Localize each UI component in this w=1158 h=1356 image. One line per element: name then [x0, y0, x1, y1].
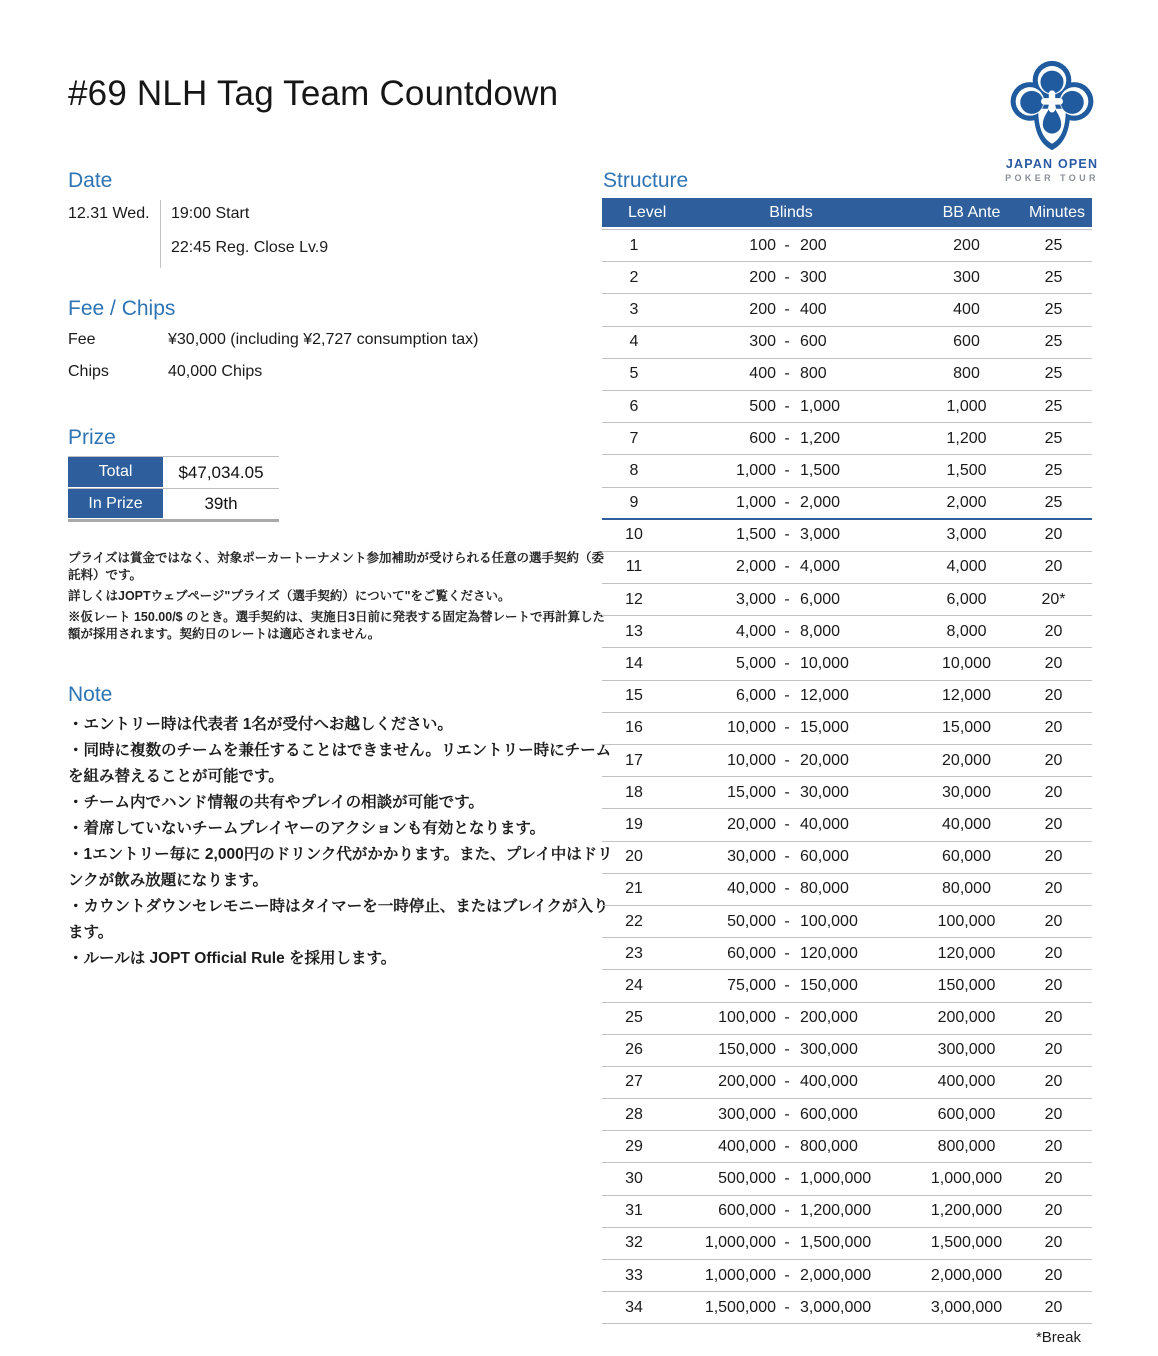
prize-total-row	[68, 457, 279, 488]
small-blind-cell: 300	[749, 333, 776, 351]
bb-ante-cell: 3,000,000	[930, 1298, 1003, 1316]
level-cell: 31	[625, 1202, 643, 1220]
minutes-cell: 25	[1044, 268, 1063, 286]
bb-ante-cell: 1,500,000	[930, 1234, 1003, 1252]
bb-ante-cell: 200	[953, 236, 980, 254]
blinds-dash: -	[784, 365, 790, 383]
minutes-cell: 20	[1044, 1170, 1063, 1188]
big-blind-cell: 3,000,000	[800, 1298, 872, 1316]
table-row	[602, 1292, 1092, 1324]
minutes-cell: 20	[1044, 751, 1063, 769]
level-cell: 19	[625, 815, 643, 833]
minutes-cell: 25	[1044, 236, 1063, 254]
chips-value: 40,000 Chips	[168, 363, 263, 380]
minutes-cell: 25	[1044, 397, 1063, 415]
table-row	[602, 906, 1092, 938]
disclaimer-paragraph: 詳しくはJOPTウェブページ"プライズ（選手契約）について"をご覧ください。	[68, 589, 511, 603]
small-blind-cell: 600,000	[718, 1202, 776, 1220]
logo-text-japan-open: JAPAN OPEN	[1005, 157, 1099, 171]
small-blind-cell: 1,500,000	[704, 1298, 776, 1316]
table-row	[602, 970, 1092, 1002]
bb-ante-cell: 800	[953, 365, 980, 383]
bb-ante-cell: 1,500	[946, 461, 987, 479]
big-blind-cell: 10,000	[800, 655, 849, 673]
big-blind-cell: 120,000	[800, 944, 858, 962]
minutes-cell: 20*	[1041, 590, 1066, 608]
bb-ante-cell: 60,000	[942, 848, 991, 866]
level-cell: 30	[625, 1170, 643, 1188]
table-row	[602, 777, 1092, 809]
bb-ante-cell: 2,000	[946, 493, 987, 511]
small-blind-cell: 300,000	[718, 1105, 776, 1123]
big-blind-cell: 30,000	[800, 783, 849, 801]
small-blind-cell: 10,000	[727, 719, 776, 737]
fee-label: Fee	[68, 331, 96, 348]
bb-ante-cell: 8,000	[946, 622, 987, 640]
table-row	[602, 1228, 1092, 1260]
logo-text-poker-tour: POKER TOUR	[1005, 173, 1099, 183]
small-blind-cell: 500	[749, 397, 776, 415]
big-blind-cell: 20,000	[800, 751, 849, 769]
table-row	[602, 1003, 1092, 1035]
structure-table	[602, 198, 1092, 1324]
level-cell: 12	[625, 590, 643, 608]
note-item: ・カウントダウンセレモニー時はタイマーを一時停止、またはブレイクが入ります。	[68, 898, 609, 941]
blinds-dash: -	[784, 655, 790, 673]
fee-value: ¥30,000 (including ¥2,727 consumption tax)	[168, 331, 479, 348]
level-cell: 29	[625, 1137, 643, 1155]
big-blind-cell: 60,000	[800, 848, 849, 866]
bb-ante-cell: 30,000	[942, 783, 991, 801]
bb-ante-cell: 3,000	[946, 526, 987, 544]
level-cell: 18	[625, 783, 643, 801]
prize-section-heading: Prize	[68, 426, 116, 449]
big-blind-cell: 2,000,000	[800, 1266, 872, 1284]
big-blind-cell: 1,200	[800, 429, 841, 447]
big-blind-cell: 150,000	[800, 976, 858, 994]
table-row	[602, 327, 1092, 359]
small-blind-cell: 150,000	[718, 1041, 776, 1059]
table-row	[602, 1131, 1092, 1163]
big-blind-cell: 800	[800, 365, 827, 383]
level-cell: 2	[629, 268, 639, 286]
blinds-dash: -	[784, 236, 790, 254]
level-cell: 21	[625, 880, 643, 898]
minutes-cell: 20	[1044, 944, 1063, 962]
blinds-dash: -	[784, 1266, 790, 1284]
minutes-cell: 25	[1044, 429, 1063, 447]
bb-ante-cell: 10,000	[942, 655, 991, 673]
bb-ante-cell: 1,000,000	[930, 1170, 1003, 1188]
blinds-dash: -	[784, 1202, 790, 1220]
big-blind-cell: 200	[800, 236, 827, 254]
bb-ante-cell: 20,000	[942, 751, 991, 769]
table-row	[602, 1196, 1092, 1228]
minutes-cell: 20	[1044, 558, 1063, 576]
note-item: ・ルールは JOPT Official Rule を採用します。	[68, 950, 397, 967]
schedule-times	[160, 200, 328, 268]
table-row	[602, 1067, 1092, 1099]
level-cell: 22	[625, 912, 643, 930]
table-row	[602, 520, 1092, 552]
break-footnote: *Break	[1035, 1329, 1081, 1346]
bb-ante-cell: 150,000	[937, 976, 996, 994]
level-cell: 5	[629, 365, 639, 383]
blinds-dash: -	[784, 1170, 790, 1188]
blinds-dash: -	[784, 1234, 790, 1252]
big-blind-cell: 8,000	[800, 622, 841, 640]
level-cell: 32	[625, 1234, 643, 1252]
minutes-cell: 20	[1044, 622, 1063, 640]
big-blind-cell: 300	[800, 268, 827, 286]
table-row	[602, 874, 1092, 906]
blinds-dash: -	[784, 1105, 790, 1123]
small-blind-cell: 1,000,000	[704, 1266, 776, 1284]
disclaimer-paragraph: プライズは賞金ではなく、対象ポーカートーナメント参加補助が受けられる任意の選手契約（委託料）です。	[68, 551, 605, 582]
minutes-cell: 20	[1044, 719, 1063, 737]
column-header-level: Level	[628, 204, 667, 221]
blinds-dash: -	[784, 687, 790, 705]
table-row	[602, 1260, 1092, 1292]
minutes-cell: 20	[1044, 655, 1063, 673]
blinds-dash: -	[784, 783, 790, 801]
table-row	[602, 938, 1092, 970]
minutes-cell: 20	[1044, 526, 1063, 544]
big-blind-cell: 15,000	[800, 719, 849, 737]
big-blind-cell: 1,000,000	[800, 1170, 872, 1188]
blinds-dash: -	[784, 976, 790, 994]
table-row	[602, 745, 1092, 777]
table-row	[602, 1163, 1092, 1195]
small-blind-cell: 4,000	[735, 622, 776, 640]
level-cell: 33	[625, 1266, 643, 1284]
blinds-dash: -	[784, 333, 790, 351]
small-blind-cell: 6,000	[735, 687, 776, 705]
table-row	[602, 1035, 1092, 1067]
minutes-cell: 20	[1044, 1041, 1063, 1059]
jopt-logo	[1000, 58, 1104, 183]
level-cell: 1	[629, 236, 639, 254]
note-item: ・1エントリー毎に 2,000円のドリンク代がかかります。また、プレイ中はドリンクが飲み放題になります。	[68, 846, 613, 889]
minutes-cell: 25	[1044, 300, 1063, 318]
big-blind-cell: 1,500	[800, 461, 841, 479]
bb-ante-cell: 800,000	[937, 1137, 996, 1155]
level-cell: 10	[625, 526, 643, 544]
date-value: 12.31 Wed.	[68, 205, 150, 222]
blinds-dash: -	[784, 461, 790, 479]
small-blind-cell: 200	[749, 268, 776, 286]
bb-ante-cell: 400	[953, 300, 980, 318]
small-blind-cell: 1,000	[735, 493, 776, 511]
small-blind-cell: 40,000	[727, 880, 776, 898]
small-blind-cell: 3,000	[735, 590, 776, 608]
small-blind-cell: 15,000	[727, 783, 776, 801]
bb-ante-cell: 600,000	[937, 1105, 996, 1123]
big-blind-cell: 300,000	[800, 1041, 858, 1059]
club-clover-icon	[1000, 58, 1104, 154]
bb-ante-cell: 1,000	[946, 397, 987, 415]
minutes-cell: 25	[1044, 365, 1063, 383]
big-blind-cell: 400	[800, 300, 827, 318]
start-time: 19:00 Start	[171, 205, 250, 222]
prize-inprize-value: 39th	[204, 494, 238, 513]
note-list	[68, 712, 616, 972]
level-cell: 13	[625, 622, 643, 640]
small-blind-cell: 2,000	[735, 558, 776, 576]
level-cell: 4	[629, 333, 639, 351]
reg-close-time: 22:45 Reg. Close Lv.9	[171, 239, 329, 256]
fee-row	[68, 331, 478, 349]
blinds-dash: -	[784, 622, 790, 640]
fee-chips-block	[68, 331, 478, 395]
small-blind-cell: 1,000,000	[704, 1234, 776, 1252]
minutes-cell: 20	[1044, 1137, 1063, 1155]
bb-ante-cell: 300,000	[937, 1041, 996, 1059]
small-blind-cell: 5,000	[735, 655, 776, 673]
prize-total-value: $47,034.05	[178, 462, 264, 482]
table-row	[602, 648, 1092, 680]
bb-ante-cell: 80,000	[942, 880, 991, 898]
minutes-cell: 20	[1044, 1298, 1063, 1316]
small-blind-cell: 100,000	[718, 1009, 776, 1027]
level-cell: 26	[625, 1041, 643, 1059]
blinds-dash: -	[784, 429, 790, 447]
column-header-bb-ante: BB Ante	[942, 204, 1001, 221]
bb-ante-cell: 1,200,000	[930, 1202, 1003, 1220]
date-section-heading: Date	[68, 169, 113, 192]
bb-ante-cell: 1,200	[946, 429, 987, 447]
bb-ante-cell: 6,000	[946, 590, 987, 608]
big-blind-cell: 3,000	[800, 526, 841, 544]
minutes-cell: 20	[1044, 912, 1063, 930]
bb-ante-cell: 12,000	[942, 687, 991, 705]
table-row	[602, 262, 1092, 294]
table-row	[602, 391, 1092, 423]
minutes-cell: 25	[1044, 493, 1063, 511]
level-cell: 23	[625, 944, 643, 962]
big-blind-cell: 2,000	[800, 493, 841, 511]
blinds-dash: -	[784, 944, 790, 962]
small-blind-cell: 500,000	[718, 1170, 776, 1188]
blinds-dash: -	[784, 526, 790, 544]
big-blind-cell: 40,000	[800, 815, 849, 833]
prize-inprize-row	[68, 488, 279, 519]
bb-ante-cell: 400,000	[937, 1073, 996, 1091]
small-blind-cell: 400,000	[718, 1137, 776, 1155]
bb-ante-cell: 15,000	[942, 719, 991, 737]
prize-inprize-label: In Prize	[68, 489, 163, 519]
page-title: #69 NLH Tag Team Countdown	[68, 74, 559, 113]
blinds-dash: -	[784, 880, 790, 898]
small-blind-cell: 100	[749, 236, 776, 254]
note-item: ・着席していないチームプレイヤーのアクションも有効となります。	[68, 820, 546, 837]
small-blind-cell: 30,000	[727, 848, 776, 866]
blinds-dash: -	[784, 1298, 790, 1316]
minutes-cell: 20	[1044, 1105, 1063, 1123]
table-row	[602, 616, 1092, 648]
small-blind-cell: 200	[749, 300, 776, 318]
level-cell: 6	[629, 397, 639, 415]
table-row	[602, 842, 1092, 874]
minutes-cell: 20	[1044, 1009, 1063, 1027]
small-blind-cell: 1,000	[735, 461, 776, 479]
big-blind-cell: 1,500,000	[800, 1234, 872, 1252]
small-blind-cell: 200,000	[718, 1073, 776, 1091]
table-row	[602, 713, 1092, 745]
bb-ante-cell: 2,000,000	[930, 1266, 1003, 1284]
blinds-dash: -	[784, 1137, 790, 1155]
small-blind-cell: 600	[749, 429, 776, 447]
column-header-blinds: Blinds	[769, 204, 813, 221]
table-row	[602, 423, 1092, 455]
big-blind-cell: 600	[800, 333, 827, 351]
big-blind-cell: 600,000	[800, 1105, 858, 1123]
minutes-cell: 20	[1044, 1073, 1063, 1091]
bb-ante-cell: 600	[953, 333, 980, 351]
blinds-dash: -	[784, 590, 790, 608]
bb-ante-cell: 200,000	[937, 1009, 996, 1027]
blinds-dash: -	[784, 558, 790, 576]
level-cell: 9	[629, 493, 639, 511]
blinds-dash: -	[784, 719, 790, 737]
small-blind-cell: 1,500	[735, 526, 776, 544]
level-cell: 14	[625, 655, 643, 673]
bb-ante-cell: 40,000	[942, 815, 991, 833]
chips-row	[68, 363, 478, 381]
disclaimer-paragraph: ※仮レート 150.00/$ のとき。選手契約は、実施日3日前に発表する固定為替レートで再計算した額が採用されます。契約日のレートは適応されません。	[68, 610, 606, 641]
level-cell: 20	[625, 848, 643, 866]
bb-ante-cell: 100,000	[937, 912, 996, 930]
bb-ante-cell: 300	[953, 268, 980, 286]
big-blind-cell: 6,000	[800, 590, 841, 608]
prize-table	[68, 456, 279, 522]
minutes-cell: 20	[1044, 1202, 1063, 1220]
minutes-cell: 20	[1044, 976, 1063, 994]
level-cell: 27	[625, 1073, 643, 1091]
big-blind-cell: 1,200,000	[800, 1202, 872, 1220]
blinds-dash: -	[784, 1073, 790, 1091]
small-blind-cell: 50,000	[727, 912, 776, 930]
level-cell: 15	[625, 687, 643, 705]
column-header-minutes: Minutes	[1028, 204, 1086, 221]
big-blind-cell: 800,000	[800, 1137, 858, 1155]
structure-table-body	[602, 229, 1092, 1324]
level-cell: 16	[625, 719, 643, 737]
table-row	[602, 809, 1092, 841]
level-cell: 11	[625, 558, 643, 576]
blinds-dash: -	[784, 848, 790, 866]
table-row	[602, 294, 1092, 326]
big-blind-cell: 200,000	[800, 1009, 858, 1027]
note-section-heading: Note	[68, 683, 113, 706]
small-blind-cell: 400	[749, 365, 776, 383]
chips-label: Chips	[68, 363, 109, 380]
table-row	[602, 455, 1092, 487]
blinds-dash: -	[784, 397, 790, 415]
minutes-cell: 20	[1044, 1234, 1063, 1252]
big-blind-cell: 12,000	[800, 687, 849, 705]
small-blind-cell: 10,000	[727, 751, 776, 769]
level-cell: 28	[625, 1105, 643, 1123]
level-cell: 34	[625, 1298, 643, 1316]
minutes-cell: 20	[1044, 880, 1063, 898]
level-cell: 25	[625, 1009, 643, 1027]
big-blind-cell: 100,000	[800, 912, 858, 930]
big-blind-cell: 1,000	[800, 397, 841, 415]
table-row	[602, 359, 1092, 391]
table-row	[602, 681, 1092, 713]
blinds-dash: -	[784, 912, 790, 930]
minutes-cell: 20	[1044, 783, 1063, 801]
small-blind-cell: 75,000	[727, 976, 776, 994]
level-cell: 7	[629, 429, 639, 447]
note-item: ・エントリー時は代表者 1名が受付へお越しください。	[68, 716, 453, 733]
big-blind-cell: 4,000	[800, 558, 841, 576]
minutes-cell: 20	[1044, 687, 1063, 705]
structure-table-header	[602, 198, 1092, 227]
level-cell: 3	[629, 300, 639, 318]
blinds-dash: -	[784, 1041, 790, 1059]
note-item: ・同時に複数のチームを兼任することはできません。リエントリー時にチームを組み替えることが可能です。	[68, 742, 612, 785]
blinds-dash: -	[784, 1009, 790, 1027]
prize-total-label: Total	[68, 457, 163, 488]
blinds-dash: -	[784, 815, 790, 833]
level-cell: 24	[625, 976, 643, 994]
level-cell: 8	[629, 461, 639, 479]
bb-ante-cell: 4,000	[946, 558, 987, 576]
minutes-cell: 25	[1044, 461, 1063, 479]
table-row	[602, 584, 1092, 616]
structure-section-heading: Structure	[603, 169, 689, 192]
minutes-cell: 25	[1044, 333, 1063, 351]
prize-disclaimer	[68, 550, 616, 647]
big-blind-cell: 400,000	[800, 1073, 858, 1091]
note-item: ・チーム内でハンド情報の共有やプレイの相談が可能です。	[68, 794, 484, 811]
table-row	[602, 230, 1092, 262]
minutes-cell: 20	[1044, 815, 1063, 833]
blinds-dash: -	[784, 751, 790, 769]
minutes-cell: 20	[1044, 848, 1063, 866]
level-cell: 17	[625, 751, 643, 769]
small-blind-cell: 20,000	[727, 815, 776, 833]
blinds-dash: -	[784, 493, 790, 511]
table-row	[602, 488, 1092, 520]
blinds-dash: -	[784, 268, 790, 286]
fee-chips-section-heading: Fee / Chips	[68, 297, 176, 320]
minutes-cell: 20	[1044, 1266, 1063, 1284]
big-blind-cell: 80,000	[800, 880, 849, 898]
table-row	[602, 552, 1092, 584]
bb-ante-cell: 120,000	[937, 944, 996, 962]
table-row	[602, 1099, 1092, 1131]
small-blind-cell: 60,000	[727, 944, 776, 962]
blinds-dash: -	[784, 300, 790, 318]
date-block	[68, 200, 328, 268]
